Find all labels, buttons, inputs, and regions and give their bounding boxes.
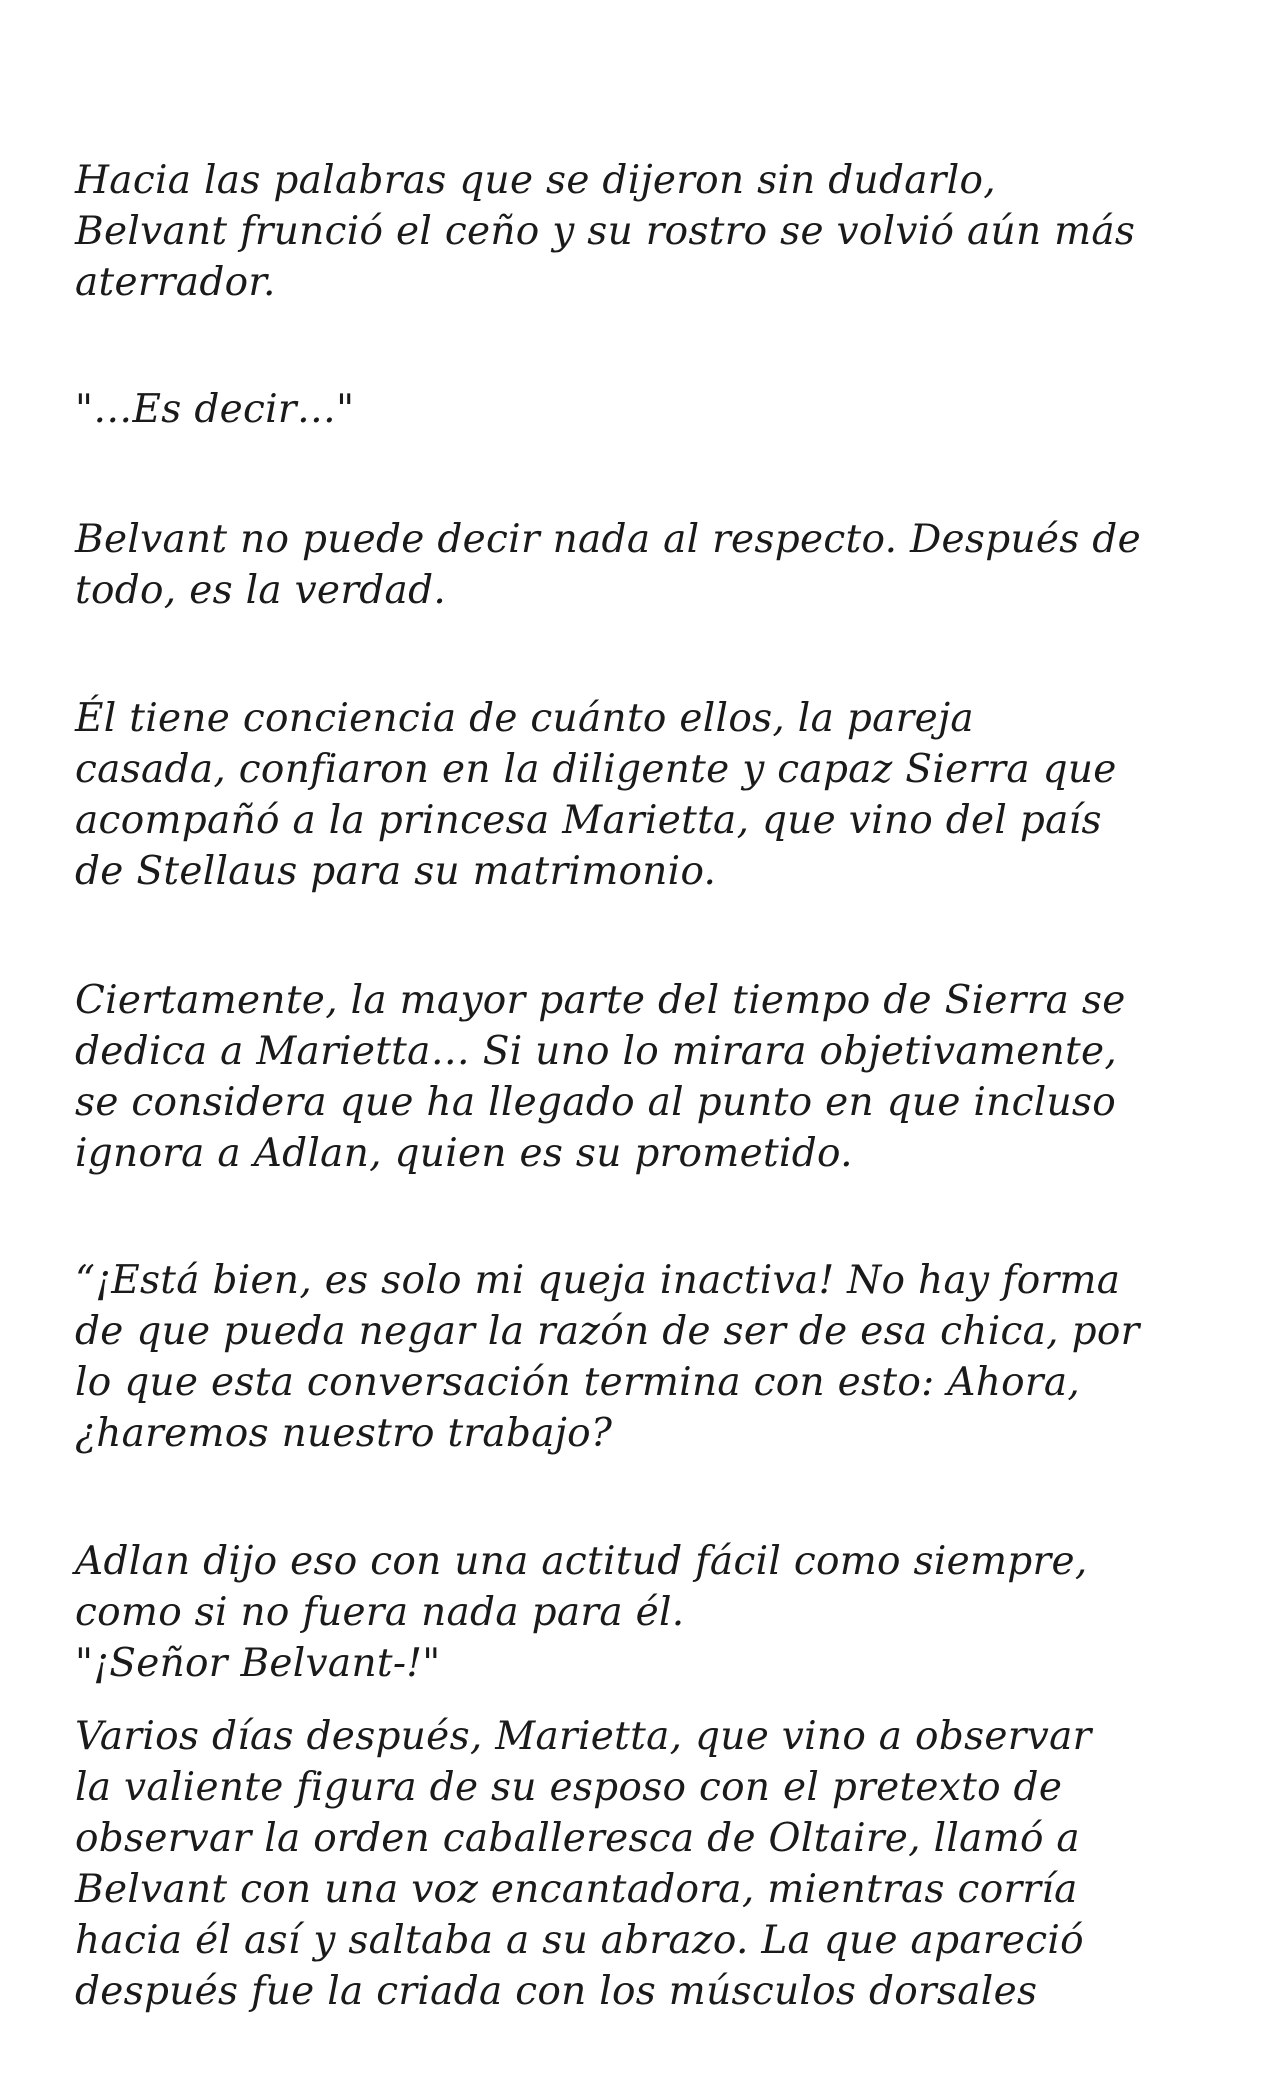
paragraph-8: Varios días después, Marietta, que vino a observar la valiente figura de su esposo con el pretexto de observar la orden caballeresca de Oltaire, llamó a Belvant con una voz encantadora, mientras corría hacia él así y saltaba a su abrazo. La que apareció después fue la criada con los músculos dorsales	[75, 1714, 1092, 2014]
paragraph-4: Él tiene conciencia de cuánto ellos, la pareja casada, confiaron en la diligente y capaz Sierra que acompañó a la princesa Marietta, que vino del país de Stellaus para su matrimonio.	[75, 696, 1117, 894]
paragraph-5: Ciertamente, la mayor parte del tiempo de Sierra se dedica a Marietta… Si uno lo mirara objetivamente, se considera que ha llegado al punto en que incluso ignora a Adlan, quien es su prometido.	[75, 978, 1126, 1176]
paragraph-2: "…Es decir…"	[75, 387, 355, 432]
paragraph-7: Adlan dijo eso con una actitud fácil como siempre, como si no fuera nada para él. "¡Señor Belvant-!"	[75, 1539, 1088, 1686]
paragraph-3: Belvant no puede decir nada al respecto. Después de todo, es la verdad.	[75, 517, 1141, 613]
paragraph-6: “¡Está bien, es solo mi queja inactiva! No hay forma de que pueda negar la razón de ser de esa chica, por lo que esta conversación termina con esto: Ahora, ¿haremos nuestro trabajo?	[75, 1258, 1140, 1456]
paragraph-1: Hacia las palabras que se dijeron sin dudarlo, Belvant frunció el ceño y su rostro se volvió aún más aterrador.	[75, 158, 1136, 305]
